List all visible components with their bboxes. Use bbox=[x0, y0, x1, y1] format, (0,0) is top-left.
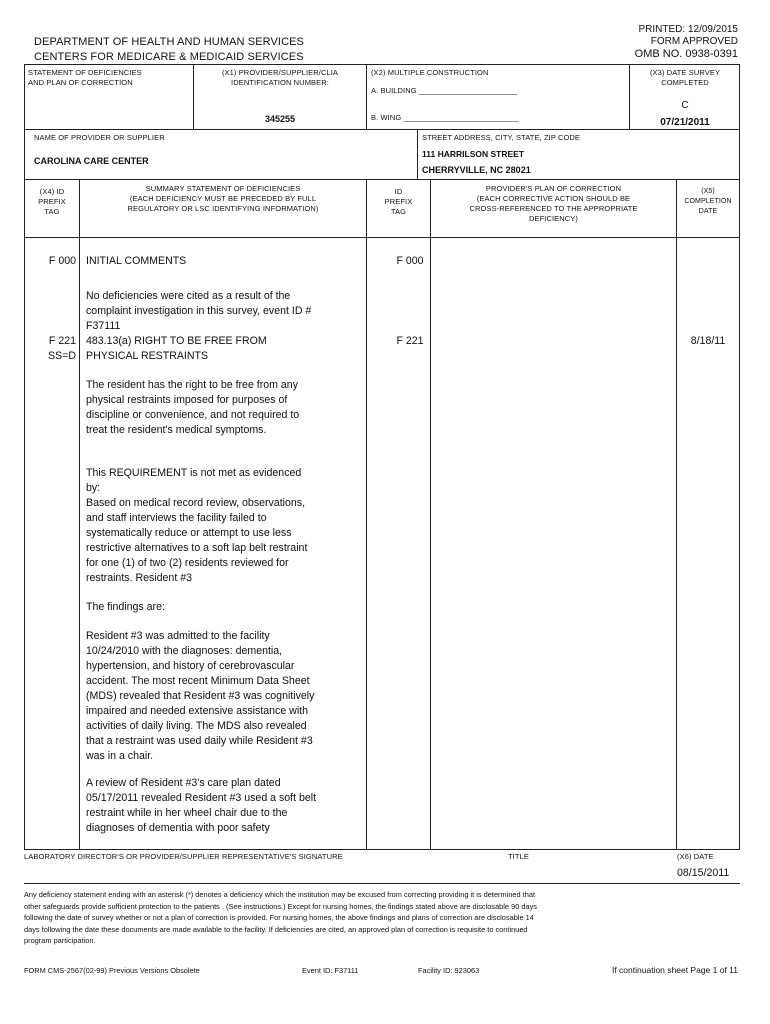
event-id: Event ID: F37111 bbox=[302, 966, 359, 975]
x3-label-2: COMPLETED bbox=[661, 78, 709, 87]
provider-name: CAROLINA CARE CENTER bbox=[34, 156, 149, 166]
paragraph-care-plan: A review of Resident #3's care plan dated 05/17/2011 revealed Resident #3 used a soft belt restraint while in her wheel chair due to the diagnoses of dementia with poor safety bbox=[86, 777, 317, 834]
omb-number: OMB NO. 0938-0391 bbox=[634, 48, 738, 60]
row2-scope-severity: SS=D bbox=[48, 350, 76, 362]
survey-code: C bbox=[681, 100, 689, 111]
x1-label-2: IDENTIFICATION NUMBER: bbox=[231, 78, 329, 87]
plan-header-2: (EACH CORRECTIVE ACTION SHOULD BE bbox=[476, 194, 631, 203]
summary-header-2: (EACH DEFICIENCY MUST BE PRECEDED BY FULL bbox=[129, 194, 317, 203]
street-address: 111 HARRILSON STREET bbox=[422, 149, 525, 159]
x5-header-3: DATE bbox=[698, 208, 718, 215]
wing-field: B. WING ___________________________ bbox=[371, 113, 519, 122]
row2-prefix-tag: F 221 bbox=[48, 335, 76, 347]
row1-title: INITIAL COMMENTS bbox=[86, 255, 187, 267]
paragraph-right: The resident has the right to be free from any physical restraints imposed for purposes of discipline or convenience, and not required to treat the resident's medical symptoms. bbox=[86, 379, 300, 436]
statement-label-2: AND PLAN OF CORRECTION bbox=[28, 78, 133, 87]
title-label: TITLE bbox=[508, 852, 529, 861]
x3-label-1: (X3) DATE SURVEY bbox=[649, 68, 721, 77]
id-header-2: PREFIX bbox=[384, 197, 413, 206]
id-header-1: ID bbox=[394, 187, 403, 196]
provider-label: NAME OF PROVIDER OR SUPPLIER bbox=[34, 133, 165, 142]
form-approved: FORM APPROVED bbox=[650, 36, 738, 47]
signature-date: 08/15/2011 bbox=[677, 867, 730, 879]
printed-date: PRINTED: 12/09/2015 bbox=[638, 24, 738, 35]
row1-id-tag: F 000 bbox=[396, 255, 424, 267]
address-label: STREET ADDRESS, CITY, STATE, ZIP CODE bbox=[422, 133, 581, 142]
summary-header-3: REGULATORY OR LSC IDENTIFYING INFORMATION) bbox=[127, 204, 319, 213]
row2-completion-date: 8/18/11 bbox=[690, 335, 726, 347]
x5-header-1: (X5) bbox=[701, 188, 715, 195]
summary-header-1: SUMMARY STATEMENT OF DEFICIENCIES bbox=[145, 184, 301, 193]
x4-header-2: PREFIX bbox=[38, 197, 66, 206]
x4-header-1: (X4) ID bbox=[39, 187, 65, 196]
x2-label: (X2) MULTIPLE CONSTRUCTION bbox=[371, 68, 489, 77]
id-header-3: TAG bbox=[390, 207, 407, 216]
survey-date: 07/21/2011 bbox=[660, 117, 710, 128]
row1-prefix-tag: F 000 bbox=[48, 255, 76, 267]
statement-label-1: STATEMENT OF DEFICIENCIES bbox=[28, 68, 142, 77]
plan-header-1: PROVIDER'S PLAN OF CORRECTION bbox=[485, 184, 622, 193]
disclaimer-text: Any deficiency statement ending with an asterisk (*) denotes a deficiency which the institution may be excused from correcting providing it is determined that other safeguards provide sufficient protection to the patients . (See instructions.) Except for nursing homes, the findings stated above are disclosable 90 days following the date of survey whether or not a plan of correction is provided. For nursing homes, the above findings and plans of correction are disclosable 14 days following the date these documents are made available to the facility. If deficiencies are cited, an approved plan of correction is requisite to continued program participation. bbox=[24, 890, 537, 945]
paragraph-resident-history: Resident #3 was admitted to the facility 10/24/2010 with the diagnoses: dementia, hypertension, and history of cerebrovascular accident. The most recent Minimum Data Sheet (MDS) revealed that Resident #3 was cognitively impaired and needed extensive assistance with activities of daily living. The MDS also revealed that a restraint was used daily while Resident #3 was in a chair. bbox=[86, 630, 315, 762]
city-state-zip: CHERRYVILLE, NC 28021 bbox=[422, 165, 531, 175]
paragraph-requirement: This REQUIREMENT is not met as evidenced by: Based on medical record review, observations, and staff interviews the facility failed to systematically reduce or attempt to use less restrictive alternatives to a soft lap belt restraint for one (1) of two (2) residents reviewed for restraints. Resident #3 bbox=[86, 467, 308, 584]
paragraph-findings: The findings are: bbox=[86, 601, 165, 613]
x1-label-1: (X1) PROVIDER/SUPPLIER/CLIA bbox=[221, 68, 339, 77]
page-indicator: If continuation sheet Page 1 of 11 bbox=[611, 965, 738, 975]
x5-header-2: COMPLETION bbox=[684, 198, 732, 205]
row2-title: 483.13(a) RIGHT TO BE FREE FROM PHYSICAL RESTRAINTS bbox=[86, 335, 267, 362]
building-field: A. BUILDING _______________________ bbox=[371, 86, 518, 95]
department-name: DEPARTMENT OF HEALTH AND HUMAN SERVICES bbox=[34, 36, 304, 48]
provider-id-number: 345255 bbox=[264, 114, 296, 124]
paragraph-no-deficiencies: No deficiencies were cited as a result of the complaint investigation in this survey, event ID # F37111 bbox=[86, 290, 312, 332]
signature-label: LABORATORY DIRECTOR'S OR PROVIDER/SUPPLIER REPRESENTATIVE'S SIGNATURE bbox=[24, 852, 343, 861]
centers-name: CENTERS FOR MEDICARE & MEDICAID SERVICES bbox=[34, 51, 304, 63]
date-label: (X6) DATE bbox=[677, 852, 714, 861]
x4-header-3: TAG bbox=[44, 207, 60, 216]
plan-header-3: CROSS-REFERENCED TO THE APPROPRIATE bbox=[469, 204, 638, 213]
facility-id: Facility ID: 923063 bbox=[418, 966, 480, 975]
plan-header-4: DEFICIENCY) bbox=[528, 214, 579, 223]
form-number: FORM CMS-2567(02-99) Previous Versions Obsolete bbox=[24, 966, 200, 975]
row2-id-tag: F 221 bbox=[396, 335, 424, 347]
